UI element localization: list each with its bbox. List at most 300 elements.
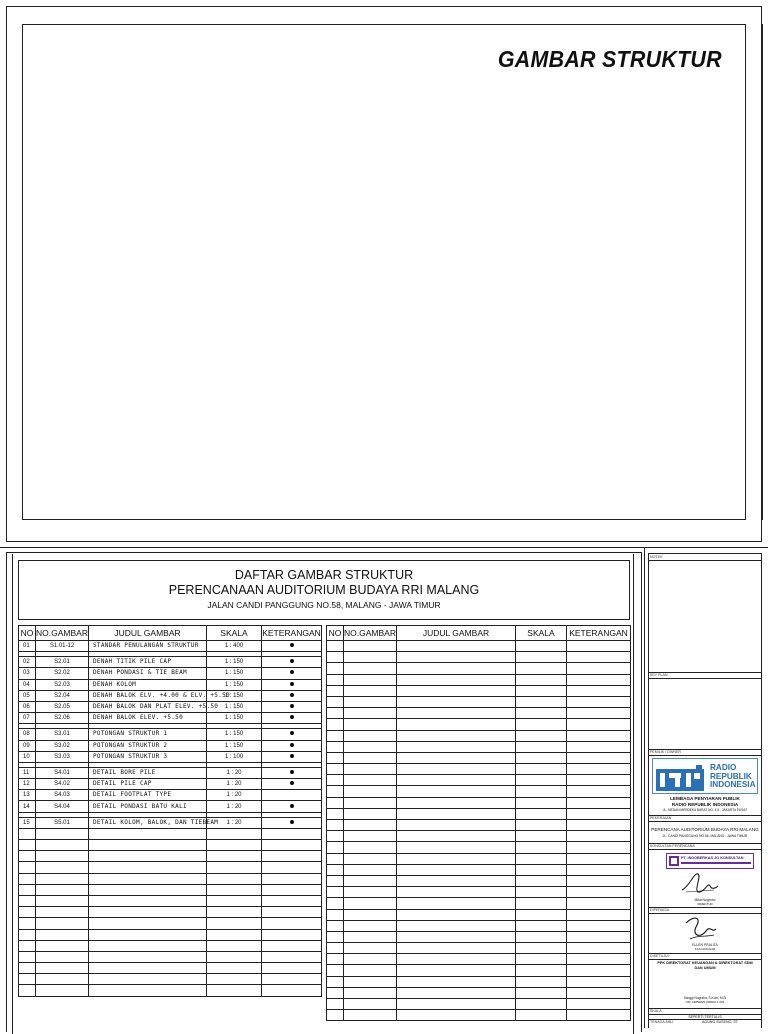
empty-cell (344, 641, 397, 652)
empty-cell (344, 775, 397, 786)
empty-cell (567, 976, 631, 987)
empty-cell (89, 963, 207, 974)
drawing-title: DETAIL FOOTPLAT TYPE (89, 790, 207, 801)
table-row-empty (327, 674, 631, 685)
empty-cell (327, 965, 344, 976)
consultant-logo (666, 853, 754, 869)
drawing-title: POTONGAN STRUKTUR 3 (89, 751, 207, 762)
drawing-list-table-left (18, 625, 322, 997)
approver-id: NIP. 19850825 200801 1 004 (685, 1000, 725, 1004)
empty-cell (327, 898, 344, 909)
table-row (19, 767, 322, 778)
empty-cell (89, 851, 207, 862)
table-row-empty (327, 831, 631, 842)
empty-cell (89, 985, 207, 996)
drawing-status (262, 740, 322, 751)
empty-cell (344, 999, 397, 1010)
table-row-empty (327, 786, 631, 797)
empty-cell (344, 954, 397, 965)
tb-divider (648, 560, 762, 561)
empty-cell (19, 963, 36, 974)
table-row-empty (19, 895, 322, 906)
table-row-empty (327, 775, 631, 786)
drawing-scale: 1 : 20 (207, 767, 262, 778)
empty-cell (327, 663, 344, 674)
empty-cell (262, 884, 322, 895)
drawing-status (262, 657, 322, 668)
drawing-status (262, 779, 322, 790)
empty-cell (36, 851, 89, 862)
empty-cell (397, 853, 516, 864)
table-row-empty (19, 918, 322, 929)
table-row-empty (327, 999, 631, 1010)
empty-cell (567, 696, 631, 707)
drawing-scale: 1 : 150 (207, 740, 262, 751)
empty-cell (262, 828, 322, 839)
table-row-empty (327, 719, 631, 730)
empty-cell (327, 875, 344, 886)
empty-cell (397, 943, 516, 954)
empty-cell (262, 974, 322, 985)
empty-cell (327, 931, 344, 942)
empty-cell (89, 918, 207, 929)
empty-cell (207, 873, 262, 884)
drawing-scale: 1 : 20 (207, 817, 262, 828)
empty-cell (567, 741, 631, 752)
empty-cell (397, 831, 516, 842)
empty-cell (397, 786, 516, 797)
empty-cell (397, 965, 516, 976)
empty-cell (397, 663, 516, 674)
drawing-status (262, 668, 322, 679)
drawing-title: DETAIL PILE CAP (89, 779, 207, 790)
empty-cell (207, 828, 262, 839)
empty-cell (397, 931, 516, 942)
empty-cell (89, 940, 207, 951)
empty-cell (516, 853, 567, 864)
empty-cell (89, 828, 207, 839)
empty-cell (344, 931, 397, 942)
drawing-code: S2.03 (36, 679, 89, 690)
logo-line-3: INDONESIA (710, 780, 756, 790)
empty-cell (327, 752, 344, 763)
list-title: DAFTAR GAMBAR STRUKTUR (234, 568, 414, 582)
empty-cell (19, 873, 36, 884)
empty-cell (567, 853, 631, 864)
empty-cell (397, 719, 516, 730)
empty-cell (567, 808, 631, 819)
keyplan-label: KEY PLAN (650, 673, 668, 677)
empty-cell (207, 951, 262, 962)
table-row-empty (327, 730, 631, 741)
empty-cell (516, 775, 567, 786)
row-number: 10 (19, 751, 36, 762)
empty-cell (327, 685, 344, 696)
drawing-scale: 1 : 400 (207, 641, 262, 652)
empty-cell (36, 895, 89, 906)
drawing-title: DENAH BALOK DAN PLAT ELEV. +5.50 (89, 701, 207, 712)
table-row-empty (327, 864, 631, 875)
empty-cell (19, 840, 36, 851)
row-number: 06 (19, 701, 36, 712)
empty-cell (516, 875, 567, 886)
empty-cell (89, 862, 207, 873)
empty-cell (207, 963, 262, 974)
consultant-bar (681, 862, 751, 864)
empty-cell (19, 929, 36, 940)
col-no: NO (327, 626, 344, 641)
empty-cell (327, 797, 344, 808)
drawing-scale: 1 : 20 (207, 790, 262, 801)
row-number: 11 (19, 767, 36, 778)
tb-project-name: PERENCANA AUDITORIUM BUDAYA RRI MALANG (651, 827, 759, 832)
col-judul-gambar: JUDUL GAMBAR (89, 626, 207, 641)
table-row-empty (19, 828, 322, 839)
empty-cell (516, 797, 567, 808)
table-row-empty (19, 862, 322, 873)
empty-cell (19, 862, 36, 873)
empty-cell (567, 965, 631, 976)
empty-cell (262, 940, 322, 951)
drawing-code: S4.03 (36, 790, 89, 801)
empty-cell (344, 943, 397, 954)
logo-text (710, 764, 756, 790)
empty-cell (207, 895, 262, 906)
empty-cell (567, 864, 631, 875)
empty-cell (327, 719, 344, 730)
empty-cell (327, 808, 344, 819)
signer-2-role: KASI ANGGAR (694, 947, 716, 951)
drawing-code: S1.01-12 (36, 641, 89, 652)
row-number: 05 (19, 690, 36, 701)
drawing-scale: 1 : 150 (207, 679, 262, 690)
row-number: 08 (19, 729, 36, 740)
table-row-empty (19, 884, 322, 895)
empty-cell (516, 764, 567, 775)
drawing-code: S5.01 (36, 817, 89, 828)
tb-divider (648, 755, 762, 756)
empty-cell (567, 719, 631, 730)
empty-cell (327, 954, 344, 965)
check-dot-icon (290, 743, 294, 747)
empty-cell (327, 943, 344, 954)
org-line-1: LEMBAGA PENYIARAN PUBLIK (670, 796, 740, 801)
col-skala: SKALA (207, 626, 262, 641)
empty-cell (567, 931, 631, 942)
checked-label: DIPERIKSA (650, 908, 670, 912)
table-row-empty (327, 696, 631, 707)
empty-cell (567, 786, 631, 797)
check-dot-icon (290, 770, 294, 774)
empty-cell (262, 895, 322, 906)
empty-cell (89, 873, 207, 884)
table-row-empty (327, 965, 631, 976)
empty-cell (89, 884, 207, 895)
empty-cell (397, 909, 516, 920)
table-row-empty (19, 873, 322, 884)
table-row-empty (327, 954, 631, 965)
drawing-status (262, 679, 322, 690)
row-number: 04 (19, 679, 36, 690)
empty-cell (567, 954, 631, 965)
logo-line-2: REPUBLIK (710, 771, 752, 781)
check-dot-icon (290, 731, 294, 735)
empty-cell (567, 987, 631, 998)
empty-cell (344, 831, 397, 842)
empty-cell (344, 976, 397, 987)
empty-cell (36, 951, 89, 962)
empty-cell (567, 999, 631, 1010)
empty-cell (516, 820, 567, 831)
empty-cell (567, 663, 631, 674)
drawing-scale: 1 : 150 (207, 657, 262, 668)
table-row-empty (327, 920, 631, 931)
empty-cell (567, 831, 631, 842)
consultant-logo-icon (669, 856, 679, 866)
drawing-scale: 1 : 100 (207, 751, 262, 762)
empty-cell (19, 951, 36, 962)
empty-cell (397, 808, 516, 819)
empty-cell (397, 820, 516, 831)
cover-sheet-frame (22, 24, 746, 520)
empty-cell (344, 898, 397, 909)
empty-cell (327, 786, 344, 797)
empty-cell (397, 696, 516, 707)
drawing-title: DENAH BALOK ELV. +4.00 & ELV. +5.50 (89, 690, 207, 701)
empty-cell (36, 929, 89, 940)
table-row-empty (19, 940, 322, 951)
drawing-title: DENAH BALOK ELEV. +5.50 (89, 713, 207, 724)
org-line-2: RADIO REPUBLIK INDONESIA (671, 802, 739, 807)
notes-label: NOTES (650, 555, 663, 559)
drawing-scale: 1 : 150 (207, 729, 262, 740)
drawing-title: DENAH KOLOM (89, 679, 207, 690)
next-sheet-edge (762, 24, 768, 520)
empty-cell (327, 764, 344, 775)
empty-cell (327, 887, 344, 898)
drawing-title: DETAIL PONDASI BATU KALI (89, 801, 207, 812)
empty-cell (262, 963, 322, 974)
empty-cell (207, 985, 262, 996)
tb-project-address: JL. CANDI PANGGUNG NO.58, MALANG - JAWA TIMUR (662, 834, 748, 838)
table-row-empty (327, 808, 631, 819)
empty-cell (516, 1010, 567, 1021)
drawing-status (262, 790, 322, 801)
empty-cell (516, 987, 567, 998)
empty-cell (397, 987, 516, 998)
empty-cell (516, 909, 567, 920)
empty-cell (327, 831, 344, 842)
empty-cell (344, 864, 397, 875)
empty-cell (89, 907, 207, 918)
empty-cell (567, 708, 631, 719)
empty-cell (327, 853, 344, 864)
table-header-row (327, 626, 631, 641)
empty-cell (36, 974, 89, 985)
empty-cell (567, 730, 631, 741)
empty-cell (516, 842, 567, 853)
empty-cell (567, 887, 631, 898)
row-number: 09 (19, 740, 36, 751)
empty-cell (36, 862, 89, 873)
empty-cell (397, 797, 516, 808)
empty-cell (397, 741, 516, 752)
col-no-gambar: NO.GAMBAR (36, 626, 89, 641)
tb-divider (648, 849, 762, 850)
table-row-empty (327, 741, 631, 752)
table-row (19, 729, 322, 740)
table-row (19, 690, 322, 701)
empty-cell (327, 976, 344, 987)
empty-cell (567, 764, 631, 775)
empty-cell (36, 828, 89, 839)
empty-cell (516, 641, 567, 652)
drawing-title: DETAIL KOLOM, BALOK, DAN TIEBEAM (89, 817, 207, 828)
row-number: 02 (19, 657, 36, 668)
empty-cell (397, 674, 516, 685)
empty-cell (36, 840, 89, 851)
empty-cell (397, 920, 516, 931)
empty-cell (397, 685, 516, 696)
empty-cell (516, 730, 567, 741)
empty-cell (19, 851, 36, 862)
table-row-empty (327, 887, 631, 898)
empty-cell (516, 752, 567, 763)
empty-cell (327, 652, 344, 663)
row-number: 13 (19, 790, 36, 801)
empty-cell (19, 940, 36, 951)
empty-cell (516, 663, 567, 674)
empty-cell (397, 875, 516, 886)
empty-cell (516, 708, 567, 719)
drawing-scale: 1 : 150 (207, 701, 262, 712)
table-row (19, 790, 322, 801)
table-row-empty (327, 652, 631, 663)
empty-cell (327, 987, 344, 998)
table-row-empty (327, 752, 631, 763)
table-row (19, 751, 322, 762)
empty-cell (567, 943, 631, 954)
empty-cell (516, 674, 567, 685)
drawing-scale: 1 : 150 (207, 668, 262, 679)
tb-divider (648, 821, 762, 822)
empty-cell (516, 808, 567, 819)
empty-cell (207, 940, 262, 951)
check-dot-icon (290, 715, 294, 719)
drawing-code: S3.01 (36, 729, 89, 740)
empty-cell (397, 752, 516, 763)
empty-cell (397, 730, 516, 741)
empty-cell (344, 730, 397, 741)
empty-cell (327, 909, 344, 920)
empty-cell (516, 831, 567, 842)
empty-cell (344, 663, 397, 674)
drawing-list-table-right (326, 625, 631, 1021)
empty-cell (262, 985, 322, 996)
empty-cell (344, 965, 397, 976)
org-line-3: JL. MEDAN MERDEKA BARAT NO. 4-5 , JAKARTA PUSAT (662, 808, 748, 812)
empty-cell (567, 909, 631, 920)
drawing-code: S2.01 (36, 657, 89, 668)
empty-cell (567, 685, 631, 696)
drawing-title: DENAH PONDASI & TIE BEAM (89, 668, 207, 679)
rri-logo-icon (656, 763, 704, 791)
empty-cell (516, 931, 567, 942)
drawing-status (262, 751, 322, 762)
empty-cell (19, 985, 36, 996)
empty-cell (567, 1010, 631, 1021)
empty-cell (327, 864, 344, 875)
empty-cell (207, 884, 262, 895)
table-row-empty (327, 931, 631, 942)
table-row-empty (327, 797, 631, 808)
empty-cell (516, 696, 567, 707)
table-row (19, 779, 322, 790)
table-row-empty (327, 853, 631, 864)
approved-org: PPK DIREKTORAT KEUANGAN & DIREKTORAT SDM DAN UMUM (657, 961, 753, 970)
tb-divider (648, 959, 762, 960)
empty-cell (19, 974, 36, 985)
scale-value: SEPERTI TERTULIS (688, 1015, 722, 1019)
empty-cell (327, 708, 344, 719)
empty-cell (397, 898, 516, 909)
row-number: 01 (19, 641, 36, 652)
consultant-name: PT. INDOBERKAS JO KONSULTAN (681, 856, 744, 860)
empty-cell (516, 685, 567, 696)
empty-cell (36, 985, 89, 996)
signer-1-role: DIREKTUR (697, 902, 713, 906)
check-dot-icon (290, 820, 294, 824)
drawing-scale: 1 : 20 (207, 779, 262, 790)
empty-cell (397, 1010, 516, 1021)
empty-cell (397, 842, 516, 853)
empty-cell (567, 898, 631, 909)
table-row-empty (19, 851, 322, 862)
empty-cell (397, 864, 516, 875)
empty-cell (89, 974, 207, 985)
drawing-status (262, 767, 322, 778)
staff-label: TENAGA AHLI (650, 1020, 674, 1024)
drawing-code: S4.01 (36, 767, 89, 778)
signer-1-name: Mika Nugroho (694, 898, 716, 902)
approved-label: DISETUJUI (650, 954, 669, 958)
empty-cell (344, 853, 397, 864)
col-skala: SKALA (516, 626, 567, 641)
check-dot-icon (290, 670, 294, 674)
drawing-status (262, 817, 322, 828)
drawing-scale: 1 : 150 (207, 690, 262, 701)
cover-title: GAMBAR STRUKTUR (497, 46, 722, 72)
drawing-code: S4.02 (36, 779, 89, 790)
empty-cell (327, 641, 344, 652)
table-row-empty (327, 663, 631, 674)
empty-cell (36, 884, 89, 895)
table-row-empty (327, 820, 631, 831)
table-row-empty (327, 909, 631, 920)
row-number: 03 (19, 668, 36, 679)
empty-cell (327, 730, 344, 741)
empty-cell (327, 674, 344, 685)
check-dot-icon (290, 754, 294, 758)
empty-cell (89, 840, 207, 851)
table-row-empty (327, 987, 631, 998)
empty-cell (19, 895, 36, 906)
drawing-title: STANDAR PENULANGAN STRUKTUR (89, 641, 207, 652)
check-dot-icon (290, 682, 294, 686)
empty-cell (516, 943, 567, 954)
table-row (19, 657, 322, 668)
empty-cell (567, 775, 631, 786)
